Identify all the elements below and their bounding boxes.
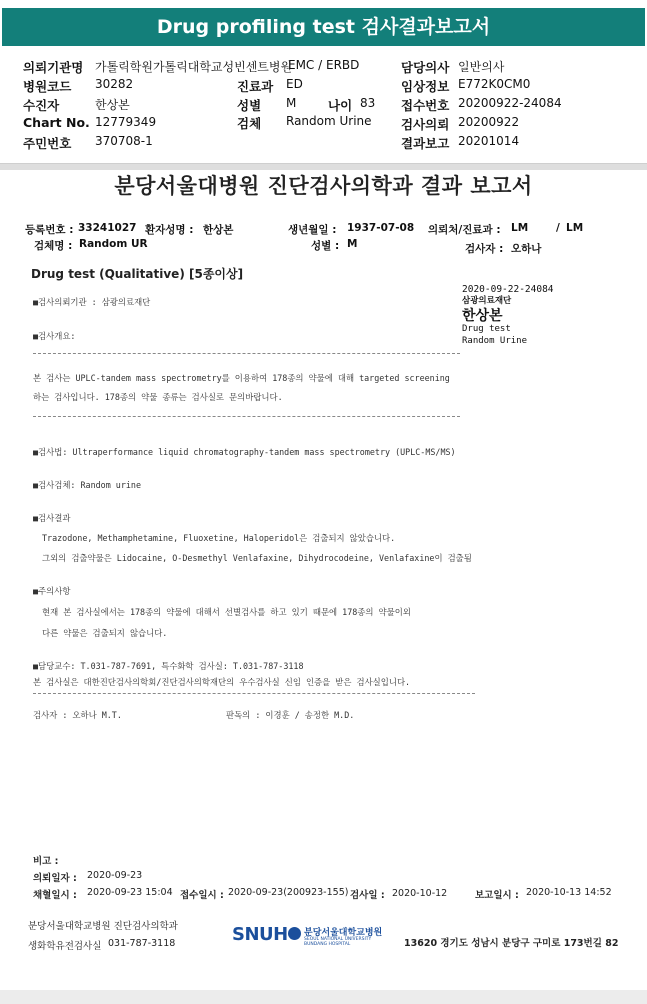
receipt-label: 접수일시 : <box>180 890 224 901</box>
specimen-stamp <box>459 284 597 354</box>
page-separator <box>0 163 647 170</box>
doctor-value: 일반의사 <box>458 60 505 74</box>
body-line-3: 본 검사는 UPLC-tandem mass spectrometry를 이용하여 178종의 약물에 대해 targeted screening <box>33 373 450 383</box>
specimen-label: 검체 <box>237 116 262 131</box>
body-line-7: ■검사결과 <box>33 513 71 523</box>
body-line-10: ■주의사항 <box>33 586 71 596</box>
body-examiner: 검사자 : 오하나 M.T. <box>33 710 122 720</box>
dashed-divider <box>33 693 475 694</box>
request-date-label-footer: 의뢰일자 : <box>33 873 77 884</box>
chart-no-value: 12779349 <box>95 115 157 129</box>
logo-text: SNUH <box>232 924 288 945</box>
body-line-4: 하는 검사입니다. 178종의 약물 종류는 검사실로 문의바랍니다. <box>33 392 283 402</box>
receipt-value: 2020-09-23(200923-155) <box>228 887 349 898</box>
report-title: 분당서울대병원 진단검사의학과 결과 보고서 <box>114 174 533 198</box>
body-reader: 판독의 : 이경훈 / 송정한 M.D. <box>226 710 355 720</box>
test-subtitle: Drug test (Qualitative) [5종이상] <box>31 267 244 281</box>
collect-label: 채혈일시 : <box>33 890 77 901</box>
recipient-label: 수진자 <box>23 98 60 113</box>
body-line-9: 그외의 검출약물은 Lidocaine, O-Desmethyl Venlafaxine, Dihydrocodeine, Venlafaxine이 검출됨 <box>42 553 472 563</box>
request-date-label: 검사의뢰 <box>401 117 450 132</box>
body-line-5: ■검사법: Ultraperformance liquid chromatography-tandem mass spectrometry (UPLC-MS/MS) <box>33 447 456 457</box>
lab-name: 생화학유전검사실 <box>28 941 102 952</box>
body-line-12: 다른 약물은 검출되지 않습니다. <box>42 628 168 638</box>
doctor-label: 담당의사 <box>401 60 450 75</box>
request-date-value-footer: 2020-09-23 <box>87 870 143 881</box>
clinical-info-label: 임상정보 <box>401 79 450 94</box>
recipient-value: 한상본 <box>95 98 130 112</box>
stamp-patient: 한상본 <box>462 308 503 324</box>
report-time-value: 2020-10-13 14:52 <box>526 887 612 898</box>
reg-no-label: 등록번호 : <box>25 224 74 236</box>
logo-english-name: SEOUL NATIONAL UNIVERSITY BUNDANG HOSPITAL <box>304 937 372 947</box>
report-date-label: 결과보고 <box>401 136 450 151</box>
lab-phone: 031-787-3118 <box>108 938 176 949</box>
body-line-13: ■담당교수: T.031-787-7691, 특수화학 검사실: T.031-787-3118 <box>33 661 304 671</box>
patient-sex-label: 성별 : <box>311 240 340 252</box>
request-date-value: 20200922 <box>458 115 520 129</box>
test-date-label: 검사일 : <box>350 890 385 901</box>
report-time-label: 보고일시 : <box>475 890 519 901</box>
org-label: 의뢰기관명 <box>23 60 84 75</box>
referral-value-2: LM <box>566 222 584 234</box>
clinic-value: ED <box>286 77 303 91</box>
age-value: 83 <box>360 96 376 110</box>
logo-korean-name: 분당서울대학교병원 <box>304 928 383 938</box>
stamp-org: 삼광의료재단 <box>462 296 512 306</box>
accession-label: 접수번호 <box>401 98 450 113</box>
referral-label: 의뢰처/진료과 : <box>428 224 501 236</box>
stamp-specimen: Random Urine <box>462 336 528 346</box>
specimen-name-value: Random UR <box>79 238 148 250</box>
report-date-value: 20201014 <box>458 134 520 148</box>
hospcode-label: 병원코드 <box>23 79 72 94</box>
sex-label: 성별 <box>237 98 262 113</box>
logo-mark-icon <box>288 927 301 940</box>
accession-value: 20200922-24084 <box>458 96 562 110</box>
examiner-label: 검사자 : <box>465 243 504 255</box>
remarks-label: 비고 : <box>33 856 59 867</box>
specimen-name-label: 검체명 : <box>34 240 73 252</box>
collect-value: 2020-09-23 15:04 <box>87 887 173 898</box>
dept-name: 분당서울대학교병원 진단검사의학과 <box>28 921 178 932</box>
resident-no-label: 주민번호 <box>23 136 72 151</box>
body-line-1: ■검사의뢰기관 : 삼광의료재단 <box>33 297 151 307</box>
hospital-address: 13620 경기도 성남시 분당구 구미로 173번길 82 <box>404 938 619 949</box>
dashed-divider <box>33 416 460 417</box>
referral-value-1: LM <box>511 222 529 234</box>
report-banner-title: Drug profiling test 검사결과보고서 <box>2 8 645 46</box>
hospital-logo <box>232 924 392 948</box>
patient-name-value: 한상본 <box>203 224 234 236</box>
org-value: 가톨릭학원가톨릭대학교성빈센트병원 <box>95 60 293 74</box>
age-label: 나이 <box>328 98 353 113</box>
dob-label: 생년월일 : <box>288 224 337 236</box>
bottom-bar <box>0 990 647 1004</box>
chart-no-label: Chart No. <box>23 115 90 130</box>
reg-no-value: 33241027 <box>78 222 137 234</box>
clinical-info-value: E772K0CM0 <box>458 77 531 91</box>
patient-sex-value: M <box>347 238 358 250</box>
hospcode-value: 30282 <box>95 77 134 91</box>
body-line-11: 현재 본 검사실에서는 178종의 약물에 대해서 선별검사를 하고 있기 때문에 178종의 약물이외 <box>42 607 411 617</box>
body-line-6: ■검사검체: Random urine <box>33 480 141 490</box>
referral-slash: / <box>556 222 560 234</box>
test-date-value: 2020-10-12 <box>392 888 448 899</box>
dob-value: 1937-07-08 <box>347 222 415 234</box>
clinic-label: 진료과 <box>237 79 274 94</box>
dashed-divider <box>33 353 460 354</box>
stamp-test: Drug test <box>462 324 511 334</box>
body-line-14: 본 검사실은 대한진단검사의학회/진단검사의학재단의 우수검사실 신임 인증을 받은 검사실입니다. <box>33 677 411 687</box>
body-line-8: Trazodone, Methamphetamine, Fluoxetine, Haloperidol은 검출되지 않았습니다. <box>42 533 396 543</box>
dept-value: EMC / ERBD <box>288 58 360 72</box>
patient-name-label: 환자성명 : <box>145 224 194 236</box>
sex-value: M <box>286 96 297 110</box>
body-line-2: ■검사개요: <box>33 331 76 341</box>
examiner-value: 오하나 <box>511 243 542 255</box>
specimen-value: Random Urine <box>286 114 372 128</box>
stamp-accession: 2020-09-22-24084 <box>462 284 554 295</box>
resident-no-value: 370708-1 <box>95 134 153 148</box>
